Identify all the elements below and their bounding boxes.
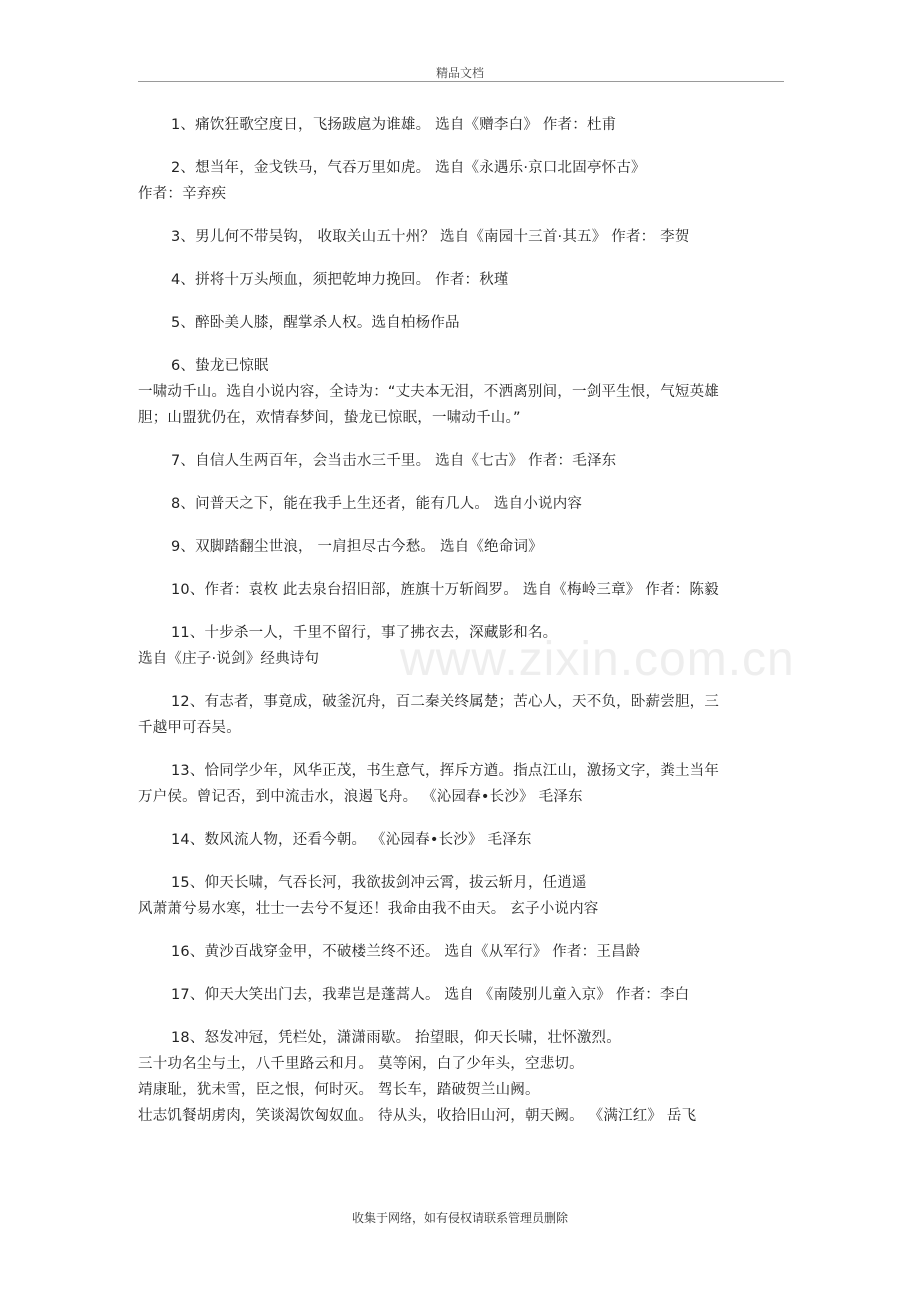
- quote-line: 13、恰同学少年，风华正茂，书生意气，挥斥方遒。指点江山，激扬文字，粪土当年: [171, 763, 720, 779]
- quote-entry: [138, 827, 784, 853]
- quote-line: 靖康耻，犹未雪，臣之恨，何时灭。 驾长车，踏破贺兰山阙。: [138, 1082, 540, 1098]
- quote-entry: [138, 689, 784, 741]
- quote-entry: [138, 870, 784, 922]
- quote-line: 5、醉卧美人膝，醒掌杀人权。选自柏杨作品: [171, 315, 460, 331]
- quote-entry: [138, 491, 784, 517]
- quote-line: 3、男儿何不带吴钩， 收取关山五十州？ 选自《南园十三首·其五》 作者： 李贺: [171, 229, 690, 245]
- quote-line: 选自《庄子·说剑》经典诗句: [138, 651, 320, 667]
- quote-line: 作者：辛弃疾: [138, 186, 227, 202]
- quote-entry: [138, 577, 784, 603]
- quote-line: 2、想当年，金戈铁马，气吞万里如虎。 选自《永遇乐·京口北固亭怀古》: [171, 160, 646, 176]
- quote-line: 胆；山盟犹仍在，欢情春梦间，蛰龙已惊眠，一啸动千山。”: [138, 410, 521, 426]
- quote-line: 9、双脚踏翻尘世浪， 一肩担尽古今愁。 选自《绝命词》: [171, 539, 543, 555]
- quote-line: 11、十步杀一人，千里不留行，事了拂衣去，深藏影和名。: [171, 625, 558, 641]
- page-header-label: 精品文档: [435, 66, 484, 80]
- quote-line: 14、数风流人物，还看今朝。 《沁园春•长沙》 毛泽东: [171, 832, 532, 848]
- page-footer-label: 收集于网络，如有侵权请联系管理员删除: [351, 1211, 568, 1225]
- quote-line: 三十功名尘与土，八千里路云和月。 莫等闲，白了少年头，空悲切。: [138, 1056, 584, 1072]
- quote-line: 6、蛰龙已惊眠: [171, 358, 269, 374]
- quote-line: 一啸动千山。选自小说内容，全诗为：“丈夫本无泪，不洒离别间，一剑平生恨，气短英雄: [138, 384, 720, 400]
- quote-line: 8、问普天之下，能在我手上生还者，能有几人。 选自小说内容: [171, 496, 583, 512]
- quote-entry: [138, 155, 784, 207]
- quote-line: 千越甲可吞吴。: [138, 720, 241, 736]
- quote-entry: [138, 267, 784, 293]
- quote-line: 12、有志者，事竟成，破釜沉舟，百二秦关终属楚；苦心人，天不负，卧薪尝胆，三: [171, 694, 720, 710]
- quote-line: 16、黄沙百战穿金甲，不破楼兰终不还。 选自《从军行》 作者：王昌龄: [171, 944, 641, 960]
- quote-line: 7、自信人生两百年，会当击水三千里。 选自《七古》 作者：毛泽东: [171, 453, 617, 469]
- quote-line: 10、作者：袁枚 此去泉台招旧部，旌旗十万斩阎罗。 选自《梅岭三章》 作者：陈毅: [171, 582, 719, 598]
- quote-entry: [138, 939, 784, 965]
- quote-entry: [138, 448, 784, 474]
- quote-entry: [138, 112, 784, 138]
- quote-line: 风萧萧兮易水寒，壮士一去兮不复还！我命由我不由天。 玄子小说内容: [138, 901, 599, 917]
- quote-entry: [138, 1025, 784, 1129]
- quote-entry: [138, 620, 784, 672]
- quote-line: 4、拼将十万头颅血，须把乾坤力挽回。 作者：秋瑾: [171, 272, 509, 288]
- watermark: www.zixin.com.cn: [400, 633, 795, 686]
- quote-entry: [138, 758, 784, 810]
- quote-list: [138, 112, 784, 1146]
- quote-line: 17、仰天大笑出门去，我辈岂是蓬蒿人。 选自 《南陵别儿童入京》 作者：李白: [171, 987, 690, 1003]
- quote-line: 壮志饥餐胡虏肉，笑谈渴饮匈奴血。 待从头，收拾旧山河，朝天阙。 《满江红》 岳飞: [138, 1108, 697, 1124]
- quote-entry: [138, 982, 784, 1008]
- quote-entry: [138, 534, 784, 560]
- quote-line: 万户侯。曾记否，到中流击水，浪遏飞舟。 《沁园春•长沙》 毛泽东: [138, 789, 583, 805]
- quote-line: 18、怒发冲冠，凭栏处，潇潇雨歇。 抬望眼，仰天长啸，壮怀激烈。: [171, 1030, 621, 1046]
- header-divider: [138, 81, 784, 82]
- quote-line: 15、仰天长啸，气吞长河，我欲拔剑冲云霄，拔云斩月，任逍遥: [171, 875, 587, 891]
- quote-line: 1、痛饮狂歌空度日，飞扬跋扈为谁雄。 选自《赠李白》 作者：杜甫: [171, 117, 617, 133]
- quote-entry: [138, 353, 784, 431]
- quote-entry: [138, 310, 784, 336]
- quote-entry: [138, 224, 784, 250]
